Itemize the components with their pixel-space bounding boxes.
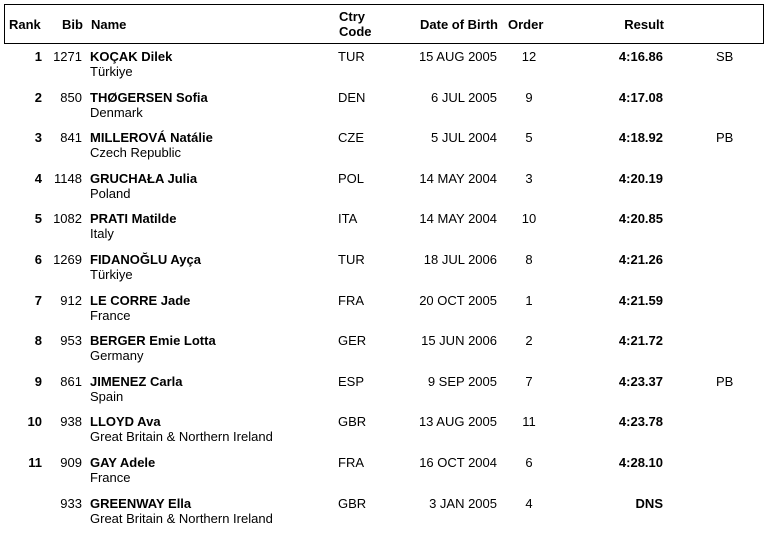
cell-dob: 3 JAN 2005 — [429, 495, 497, 511]
cell-rank: 3 — [34, 130, 42, 146]
cell-code: ESP — [338, 373, 365, 389]
cell-dob: 5 JUL 2004 — [430, 130, 497, 146]
table-row — [0, 414, 768, 454]
cell-name: FIDANOĞLU Ayça — [90, 252, 201, 267]
cell-bib: 1269 — [53, 252, 82, 267]
table-row — [0, 455, 768, 495]
table-row — [0, 252, 768, 292]
cell-result: 4:23.78 — [618, 414, 663, 430]
header-ctry-code — [339, 9, 372, 39]
cell-code: GBR — [338, 414, 367, 430]
cell-order: 4 — [525, 495, 533, 511]
cell-code: GBR — [338, 495, 367, 511]
cell-result: 4:18.92 — [618, 130, 663, 146]
cell-dob: 14 MAY 2004 — [419, 211, 497, 227]
cell-bib: 861 — [60, 373, 82, 389]
cell-country: Czech Republic — [90, 145, 182, 161]
cell-code: FRA — [338, 292, 364, 308]
cell-code: TUR — [338, 252, 365, 267]
cell-result: 4:28.10 — [618, 455, 663, 470]
cell-rank: 8 — [34, 333, 42, 349]
cell-name: THØGERSEN Sofia — [90, 89, 208, 105]
cell-bib: 850 — [60, 89, 82, 105]
cell-name: BERGER Emie Lotta — [90, 333, 216, 349]
cell-country: Denmark — [90, 104, 143, 120]
table-row — [0, 49, 768, 89]
cell-rank: 10 — [27, 414, 42, 430]
cell-code: POL — [338, 170, 365, 186]
cell-code: CZE — [338, 130, 364, 146]
cell-bib: 841 — [60, 130, 82, 146]
header-ctry-line1: Ctry — [339, 9, 366, 24]
cell-name: LLOYD Ava — [90, 414, 161, 430]
cell-result: 4:21.72 — [618, 333, 663, 349]
header-name: Name — [91, 17, 127, 32]
header-order: Order — [508, 17, 544, 32]
cell-rank: 4 — [34, 170, 42, 186]
cell-code: DEN — [338, 89, 366, 105]
cell-dob: 15 JUN 2006 — [421, 333, 497, 349]
cell-country: Türkiye — [90, 64, 133, 79]
cell-country: Germany — [90, 348, 144, 364]
cell-bib: 933 — [60, 495, 82, 511]
cell-dob: 13 AUG 2005 — [418, 414, 497, 430]
cell-name: GRUCHAŁA Julia — [90, 170, 198, 186]
cell-result: 4:16.86 — [618, 49, 663, 64]
cell-bib: 1082 — [53, 211, 82, 227]
cell-order: 2 — [525, 333, 533, 349]
header-dob: Date of Birth — [420, 17, 498, 32]
cell-country: Great Britain & Northern Ireland — [90, 429, 273, 445]
cell-note: PB — [716, 130, 734, 146]
cell-country: France — [90, 307, 131, 323]
cell-bib: 1148 — [54, 170, 82, 186]
cell-bib: 912 — [60, 292, 82, 308]
cell-order: 1 — [525, 292, 533, 308]
cell-bib: 1271 — [53, 49, 82, 64]
cell-rank: 7 — [34, 292, 42, 308]
cell-dob: 20 OCT 2005 — [419, 292, 497, 308]
cell-result: 4:17.08 — [618, 89, 663, 105]
cell-order: 9 — [525, 89, 533, 105]
cell-dob: 9 SEP 2005 — [427, 373, 497, 389]
header-rank: Rank — [9, 17, 41, 32]
table-row — [0, 211, 768, 251]
cell-dob: 15 AUG 2005 — [418, 49, 497, 64]
cell-code: TUR — [338, 49, 365, 64]
table-row — [0, 90, 768, 130]
cell-result: 4:20.19 — [618, 170, 663, 186]
cell-dob: 16 OCT 2004 — [419, 455, 497, 470]
cell-note: PB — [716, 373, 734, 389]
cell-rank: 1 — [34, 49, 42, 64]
cell-result: DNS — [635, 495, 663, 511]
cell-rank: 2 — [34, 89, 42, 105]
cell-rank: 9 — [34, 373, 42, 389]
cell-code: ITA — [338, 211, 358, 227]
cell-result: 4:21.26 — [618, 252, 663, 267]
cell-country: Italy — [90, 226, 114, 242]
cell-name: KOÇAK Dilek — [90, 49, 173, 64]
table-row — [0, 333, 768, 373]
cell-rank: 6 — [34, 252, 42, 267]
cell-name: LE CORRE Jade — [90, 292, 191, 308]
cell-rank: 5 — [34, 211, 42, 227]
cell-dob: 6 JUL 2005 — [430, 89, 497, 105]
header-bib: Bib — [62, 17, 83, 32]
cell-code: GER — [338, 333, 367, 349]
cell-order: 8 — [525, 252, 533, 267]
table-row — [0, 171, 768, 211]
cell-country: Spain — [90, 388, 124, 404]
cell-result: 4:20.85 — [618, 211, 663, 227]
cell-dob: 18 JUL 2006 — [423, 252, 497, 267]
cell-dob: 14 MAY 2004 — [419, 170, 497, 186]
table-row — [0, 496, 768, 536]
cell-country: Poland — [90, 185, 131, 201]
cell-order: 3 — [525, 170, 533, 186]
cell-order: 10 — [521, 211, 537, 227]
cell-country: France — [90, 470, 131, 485]
table-row — [0, 374, 768, 414]
table-row — [0, 293, 768, 333]
cell-order: 12 — [521, 49, 537, 64]
cell-rank: 11 — [28, 455, 42, 470]
cell-name: GAY Adele — [90, 455, 156, 470]
cell-name: JIMENEZ Carla — [90, 373, 183, 389]
cell-order: 6 — [525, 455, 533, 470]
table-header — [4, 4, 764, 44]
cell-country: Türkiye — [90, 267, 133, 282]
header-result: Result — [624, 17, 664, 32]
cell-result: 4:21.59 — [618, 292, 663, 308]
cell-bib: 953 — [60, 333, 82, 349]
cell-order: 5 — [525, 130, 533, 146]
cell-order: 7 — [525, 373, 533, 389]
cell-bib: 938 — [60, 414, 82, 430]
cell-country: Great Britain & Northern Ireland — [90, 510, 273, 526]
cell-name: PRATI Matilde — [90, 211, 177, 227]
cell-bib: 909 — [60, 455, 82, 470]
cell-name: GREENWAY Ella — [90, 495, 192, 511]
cell-name: MILLEROVÁ Natálie — [90, 130, 213, 146]
cell-code: FRA — [338, 455, 364, 470]
table-row — [0, 130, 768, 170]
cell-note: SB — [716, 49, 734, 64]
header-ctry-line2: Code — [339, 24, 372, 39]
cell-order: 11 — [522, 414, 536, 430]
cell-result: 4:23.37 — [618, 373, 663, 389]
